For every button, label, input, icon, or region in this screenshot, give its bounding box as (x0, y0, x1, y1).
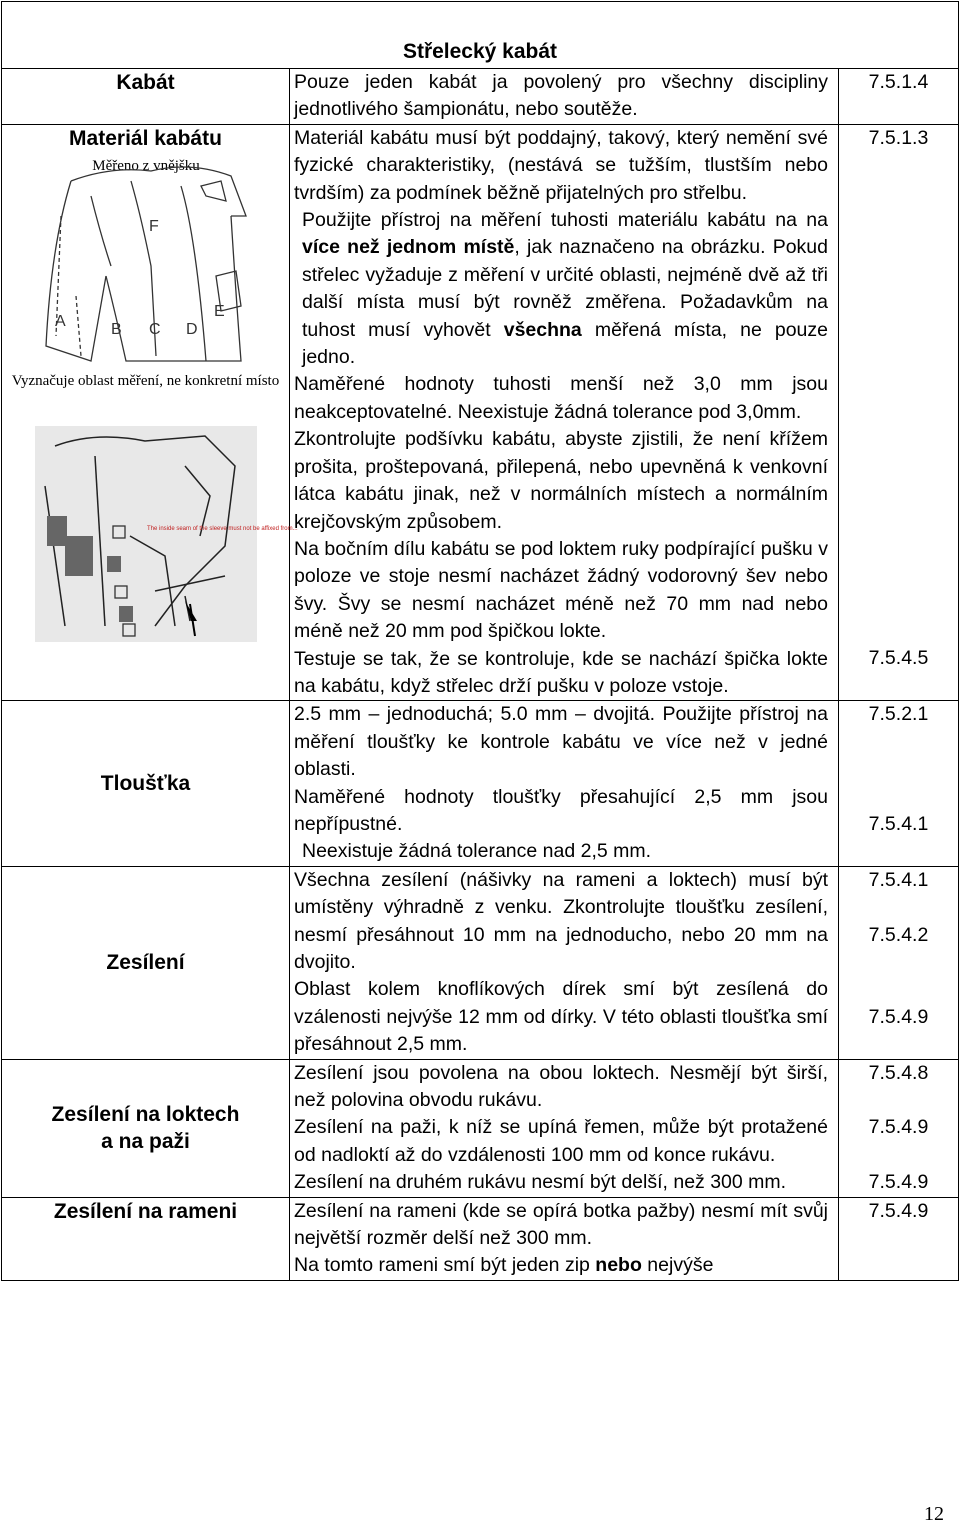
point-label: C (148, 320, 161, 338)
paragraph: Zesílení na rameni (kde se opírá botka pažby) nesmí mít svůj největší rozměr delší než 300 mm. (294, 1199, 828, 1250)
rule-code: 7.5.4.9 (868, 1116, 929, 1139)
row-label: Materiál kabátu (69, 126, 222, 150)
coat-front-figure (31, 156, 261, 368)
row-text (290, 69, 839, 125)
row-label-line: a na paži (101, 1130, 190, 1154)
row-label: Zesílení na rameni (2, 1197, 290, 1280)
rule-code: 7.5.4.9 (868, 1199, 929, 1222)
table-row (2, 69, 959, 125)
rule-code: 7.5.4.5 (868, 647, 929, 670)
paragraph: Neexistuje žádná tolerance nad 2,5 mm. (302, 840, 652, 863)
emphasis: nebo (595, 1254, 642, 1277)
paragraph: Všechna zesílení (nášivky na rameni a loktech) musí být umístěny výhradně z venku. Zkontrolujte tloušťku zesílení, nesmí přesáhnout 10 mm na jednoducho, nebo 20 mm na dvojito. (294, 868, 828, 973)
row-text (290, 866, 839, 1059)
row-label-text: Tloušťka (100, 772, 191, 796)
emphasis: všechna (503, 318, 582, 341)
paragraph: Oblast kolem knoflíkových dírek smí být zesílená do vzálenosti nejvýše 12 mm od dírky. V této oblasti tloušťka smí přesáhnout 2,5 mm. (294, 978, 828, 1056)
paragraph: 2.5 mm – jednoduchá; 5.0 mm – dvojitá. Použijte přístroj na měření tloušťky ke kontrole kabátu ve více než v jedné oblasti. (294, 703, 828, 781)
table-row (2, 866, 959, 1059)
figure-caption: Vyznačuje oblast měření, ne konkretní místo (11, 372, 280, 389)
paragraph: Zkontrolujte podšívku kabátu, abyste zjistili, že není křížem prošita, proštepovaná, přilepená, nebo upevněná k venkovní látca kabátu jinak, než v normálních místech a normálním krejčovským způsobem. (294, 428, 828, 533)
rule-code: 7.5.4.9 (868, 1005, 929, 1028)
paragraph: Zesílení na paži, k níž se upíná řemen, může být protažené od nadloktí až do vzdálenosti 100 mm od konce rukávu. (294, 1116, 828, 1166)
row-text (290, 1059, 839, 1197)
row-label-text: Zesílení (106, 951, 185, 975)
text-run: Na tomto rameni smí být jeden zip (294, 1254, 596, 1277)
point-label: E (213, 302, 225, 320)
rule-code: 7.5.1.4 (868, 71, 929, 93)
coat-sleeve-figure (35, 426, 298, 642)
row-text (290, 1197, 839, 1280)
point-label: B (110, 320, 122, 338)
rule-code: 7.5.4.1 (868, 812, 929, 835)
row-label (2, 866, 290, 1059)
text-run: měřená místa, ne pouze jedno. (302, 318, 828, 369)
row-label: Kabát (2, 69, 290, 125)
text-run: Použijte přístroj na měření tuhosti materiálu kabátu na na (302, 209, 828, 232)
paragraph: Pouze jeden kabát ja povolený pro všechny discipliny jednotlivého šampionátu, nebo soutěže. (294, 71, 828, 121)
row-label (2, 1059, 290, 1197)
row-label-line: Zesílení na loktech (51, 1103, 240, 1127)
point-label: F (148, 217, 159, 235)
row-codes (839, 701, 959, 866)
row-codes (839, 69, 959, 125)
row-text (290, 701, 839, 866)
emphasis: více než jednom místě (302, 236, 515, 259)
paragraph: Testuje se tak, že se kontroluje, kde se nachází špička lokte na kabátu, když střelec drží pušku v poloze vstoje. (294, 647, 828, 697)
row-codes (839, 124, 959, 701)
rule-code: 7.5.4.1 (868, 868, 929, 891)
table-row (2, 701, 959, 866)
row-label (2, 701, 290, 866)
row-codes (839, 1197, 959, 1280)
material-label-cell (2, 124, 298, 701)
rule-code: 7.5.4.8 (868, 1061, 929, 1084)
rules-table (1, 1, 959, 1281)
title-cell (2, 2, 959, 69)
point-label: A (54, 312, 66, 330)
figure-top-text: Měřeno z vnějšku (91, 157, 200, 174)
paragraph: Naměřené hodnoty tloušťky přesahující 2,5 mm jsou nepřípustné. (294, 785, 828, 835)
paragraph: Zesílení jsou povolena na obou loktech. Nesmějí být širší, než polovina obvodu rukávu. (294, 1061, 828, 1112)
paragraph: Na bočním dílu kabátu se pod loktem ruky podpírající pušku v poloze ve stoje nesmí nacházet žádný vodorovný šev nebo švy. Švy se nesmí nacházet méně než 70 mm nad nebo méně než 20 mm pod špičkou lokte. (294, 537, 828, 643)
rule-code: 7.5.4.9 (868, 1171, 929, 1194)
point-label: D (185, 320, 198, 338)
page-title: Střelecký kabát (402, 40, 558, 63)
paragraph (294, 207, 828, 371)
rule-code: 7.5.2.1 (868, 703, 929, 726)
rule-code: 7.5.1.3 (868, 126, 929, 149)
figure-note-text: The inside seam of the sleeve must not be affixed from... (146, 525, 298, 532)
table-row (2, 1059, 959, 1197)
paragraph: Zesílení na druhém rukávu nesmí být delší, než 300 mm. (294, 1171, 787, 1194)
row-codes (839, 1059, 959, 1197)
paragraph: Naměřené hodnoty tuhosti menší než 3,0 mm jsou neakceptovatelné. Neexistuje žádná tolerance pod 3,0mm. (294, 373, 828, 423)
row-text (290, 124, 839, 701)
code-spacer (839, 152, 958, 645)
row-codes (839, 866, 959, 1059)
text-run: nejvýše (641, 1254, 714, 1277)
table-row (2, 1197, 959, 1280)
paragraph: Materiál kabátu musí být poddajný, takový, který nemění své fyzické charakteristiky, (nestává se tužším, tlustším nebo tvrdším) za podmínek běžně přijatelných pro střelbu. (294, 126, 828, 204)
table-row (2, 124, 959, 701)
text-run: , jak naznačeno na obrázku. Pokud střelec vyžaduje z měření v určité oblasti, nejméně dvě až tři další místa musí být rovněž změřena. Požadavkům na tuhost musí vyhovět (302, 236, 828, 341)
paragraph (294, 1252, 828, 1279)
rule-code: 7.5.4.2 (868, 923, 929, 946)
page-number: 12 (924, 1503, 944, 1525)
